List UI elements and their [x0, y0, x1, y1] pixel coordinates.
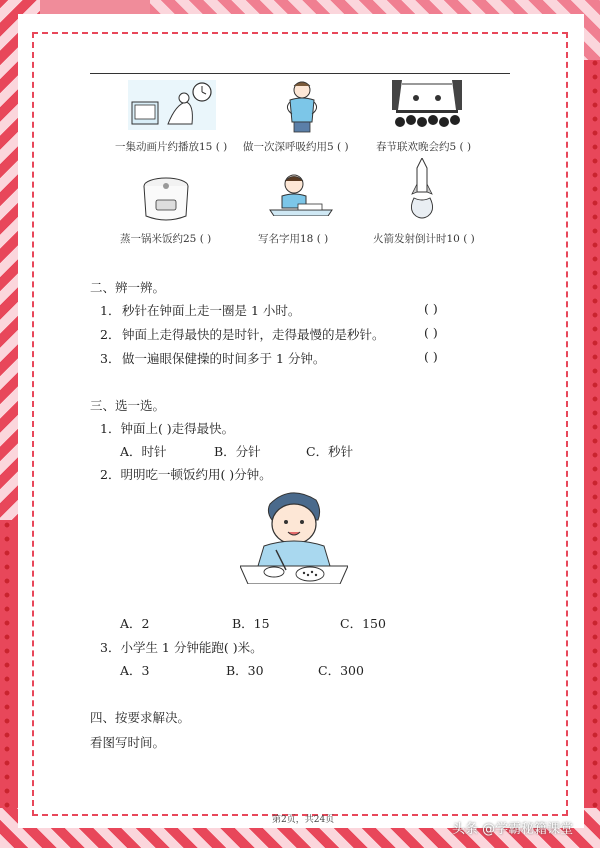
boy-eating-icon [240, 486, 348, 584]
page-footer: 第2页，共24页 [272, 815, 335, 825]
caption-gala: 春节联欢晚会约5 ( ) [376, 141, 472, 153]
tv-watching-icon [128, 80, 216, 130]
q3-text: 3．小学生 1 分钟能跑( )米。 [100, 640, 263, 655]
q1-option-a[interactable]: A．时针 [120, 444, 167, 459]
section2-item-1-num: 1． [100, 303, 121, 318]
q2-option-c[interactable]: C．150 [340, 616, 386, 631]
caption-rice: 蒸一锅米饭约25 ( ) [120, 233, 212, 245]
q3-option-b[interactable]: B．30 [226, 663, 264, 678]
rocket-launch-icon [408, 158, 436, 220]
section2-item-2-num: 2． [100, 327, 121, 342]
caption-name: 写名字用18 ( ) [258, 233, 329, 245]
writing-boy-icon [268, 172, 334, 216]
section2-item-3-num: 3． [100, 351, 121, 366]
caption-breath: 做一次深呼吸约用5 ( ) [243, 141, 349, 153]
section2-item-1-text: 秒针在钟面上走一圈是 1 小时。 [122, 303, 301, 318]
q2-option-a[interactable]: A．2 [120, 616, 150, 631]
gala-stage-icon [392, 80, 462, 130]
header-rule [90, 73, 510, 74]
section2-item-3-answer[interactable]: ( ) [424, 349, 438, 364]
q1-option-c[interactable]: C．秒针 [306, 444, 354, 459]
caption-rocket: 火箭发射倒计时10 ( ) [373, 233, 475, 245]
caption-cartoon: 一集动画片约播放15 ( ) [115, 141, 228, 153]
section2-item-3-text: 做一遍眼保健操的时间多于 1 分钟。 [122, 351, 326, 366]
q2-text: 2．明明吃一顿饭约用( )分钟。 [100, 467, 272, 482]
rice-cooker-icon [140, 176, 192, 224]
watermark: 头条 @学霸秘籍课堂 [452, 822, 574, 837]
q3-option-a[interactable]: A．3 [120, 663, 150, 678]
section2-item-2-answer[interactable]: ( ) [424, 325, 438, 340]
q3-option-c[interactable]: C．300 [318, 663, 364, 678]
section4-heading: 四、按要求解决。 [90, 710, 191, 725]
q1-option-b[interactable]: B．分针 [214, 444, 261, 459]
section4-subheading: 看图写时间。 [90, 735, 166, 750]
section3-heading: 三、选一选。 [90, 398, 166, 413]
section2-item-1-answer[interactable]: ( ) [424, 301, 438, 316]
section2-heading: 二、辨一辨。 [90, 280, 166, 295]
section2-item-2-text: 钟面上走得最快的是时针，走得最慢的是秒针。 [122, 327, 385, 342]
q1-text: 1．钟面上( )走得最快。 [100, 421, 235, 436]
breathing-boy-icon [282, 78, 322, 134]
q2-option-b[interactable]: B．15 [232, 616, 270, 631]
